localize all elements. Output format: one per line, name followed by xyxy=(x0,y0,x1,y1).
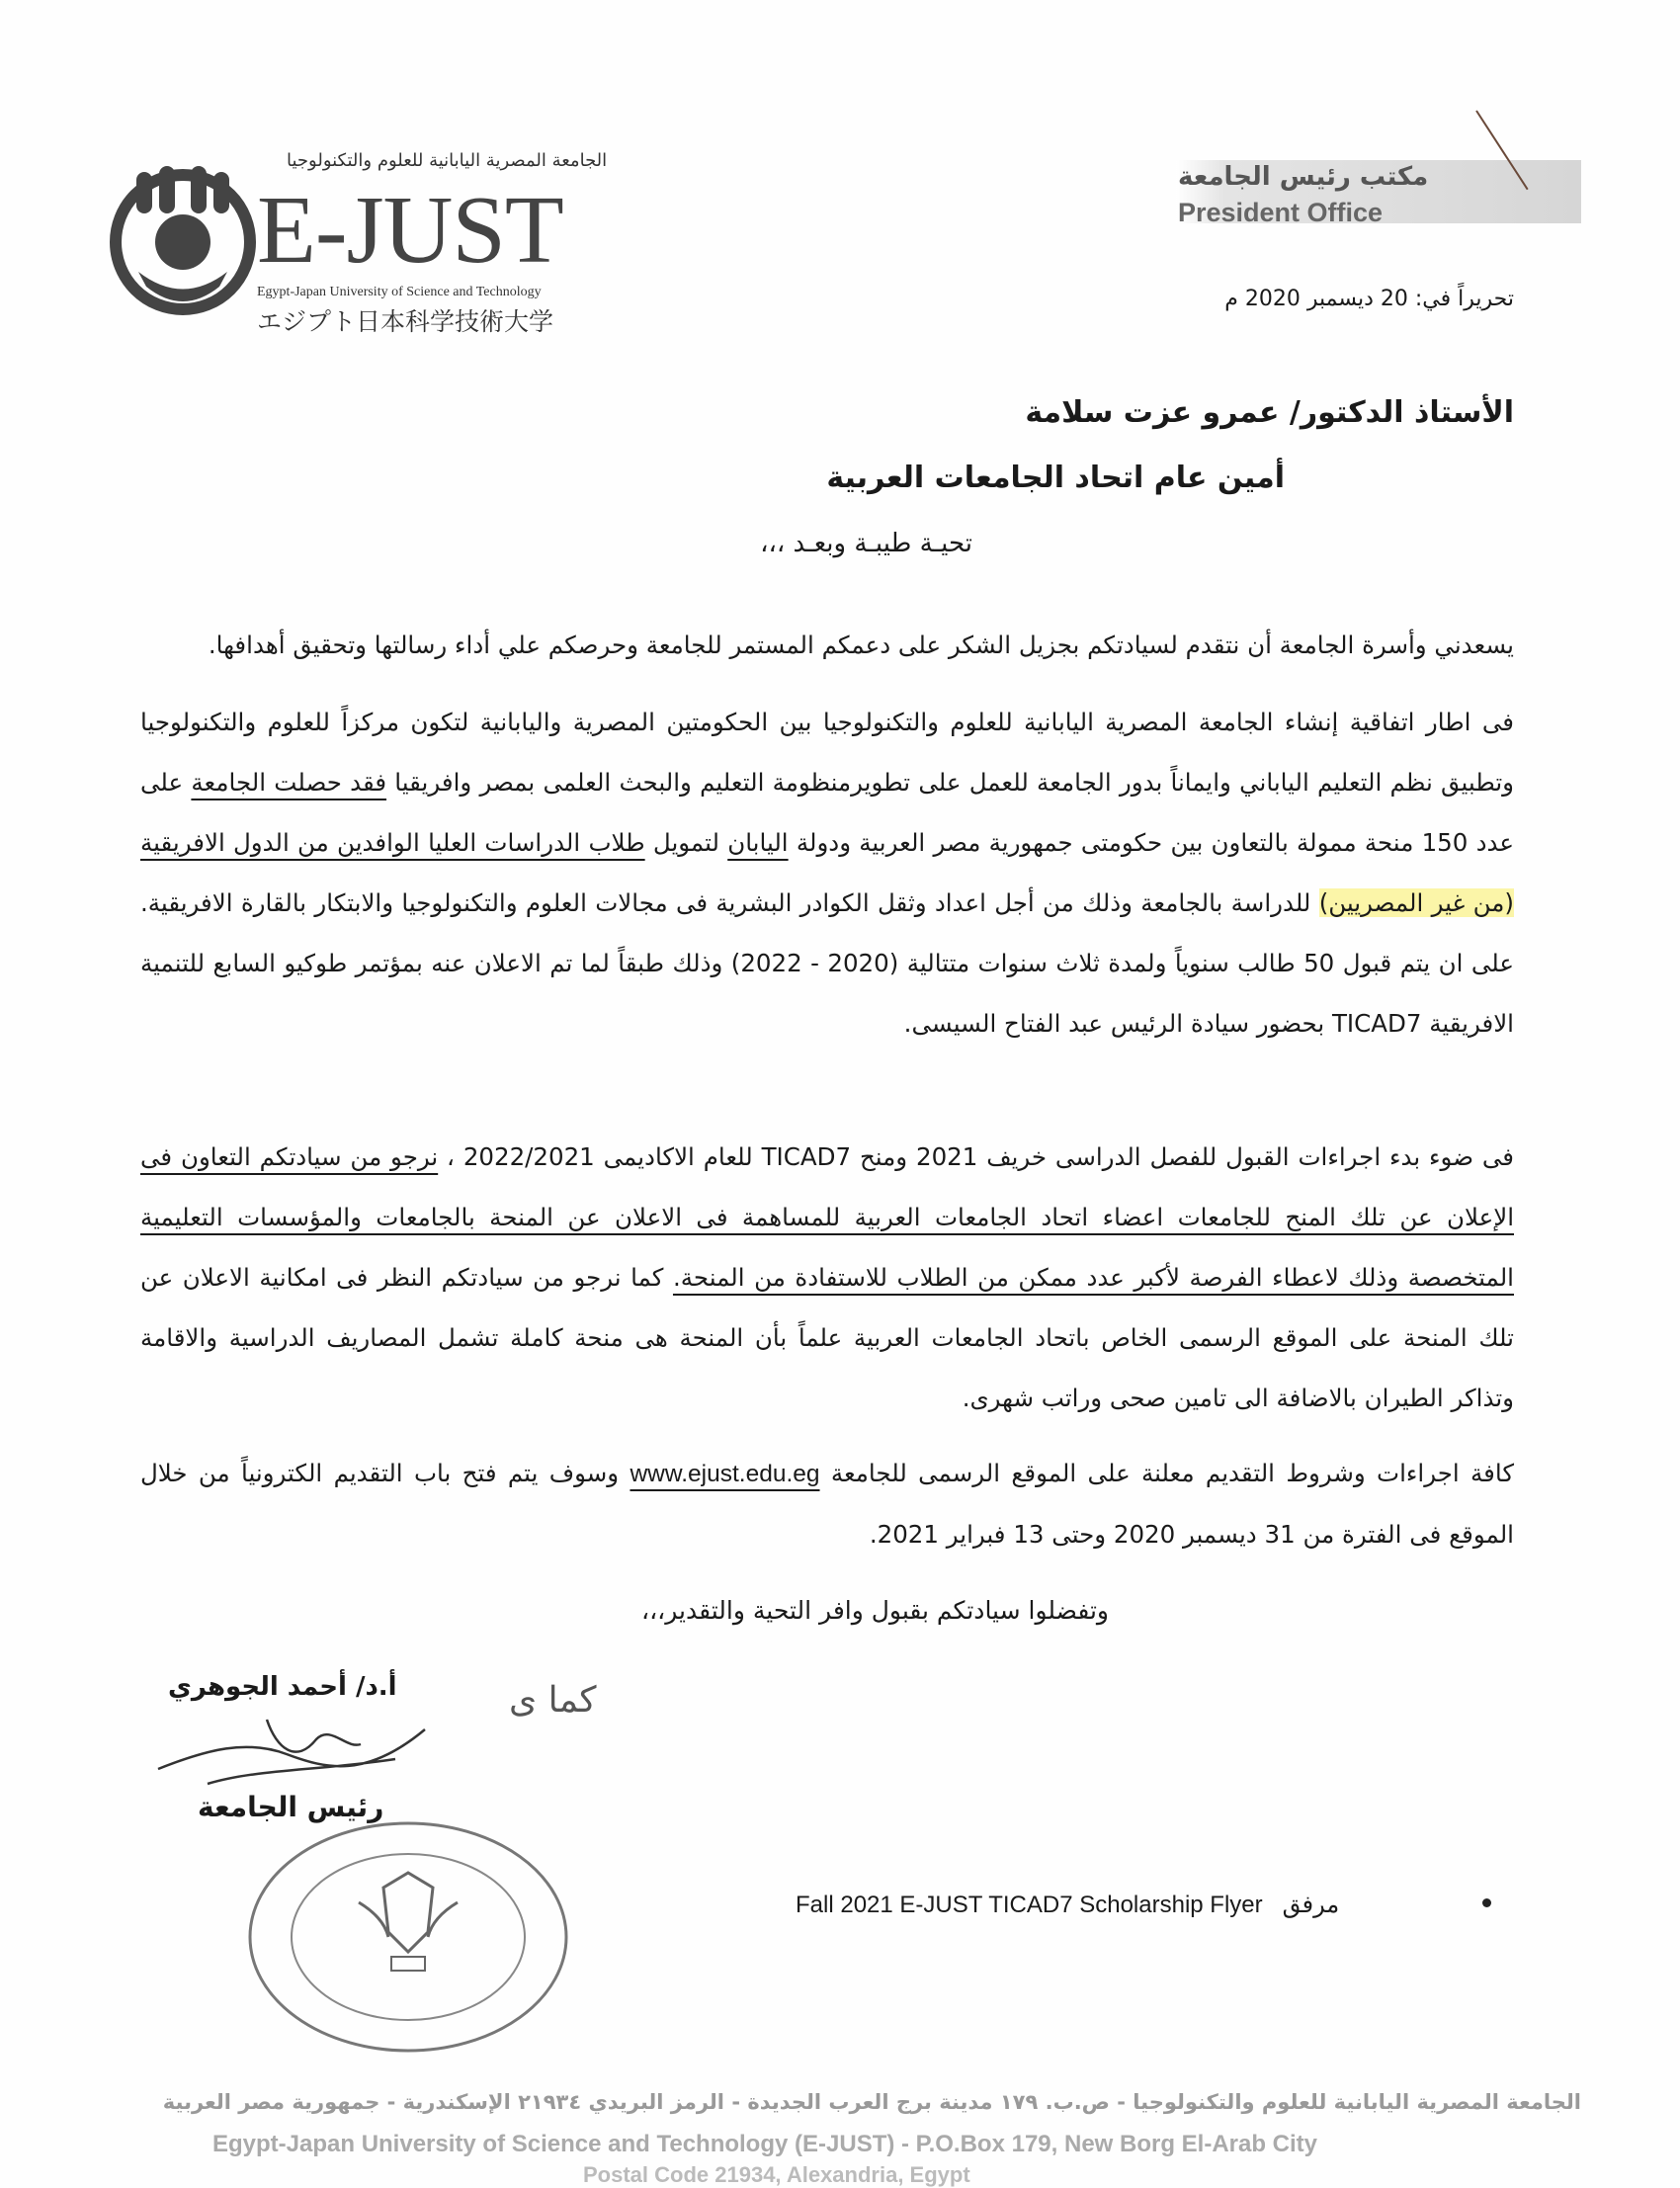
attachment-item: Fall 2021 E-JUST TICAD7 Scholarship Flyer xyxy=(796,1892,1263,1918)
underlined-text: اليابان xyxy=(727,828,789,857)
underlined-text: نرجو من سيادتكم التعاون فى الإعلان عن تلك المنح للجامعات اعضاء اتحاد الجامعات العربية للمساهمة فى الاعلان عن المنحة بالجامعات والمؤسسات التعليمية المتخصصة وذلك لاعطاء الفرصة لأكبر عدد ممكن من الطلاب للاستفادة من المنحة. xyxy=(140,1142,1514,1292)
text-segment: وسوف يتم فتح باب التقديم الكترونياً من خلال الموقع فى الفترة من 31 ديسمبر 2020 وحتى 13 فبراير 2021. xyxy=(140,1459,1514,1549)
addressee-title: أمين عام اتحاد الجامعات العربية xyxy=(826,461,1285,495)
footer-english-address: Egypt-Japan University of Science and Technology (E-JUST) - P.O.Box 179, New Borg El-Arab City xyxy=(212,2131,1318,2157)
closing-line: وتفضلوا سيادتكم بقبول وافر التحية والتقدير،،، xyxy=(641,1596,1109,1625)
highlighted-text: (من غير المصريين) xyxy=(1318,888,1514,917)
text-segment: فى اطار اتفاقية إنشاء الجامعة المصرية اليابانية للعلوم والتكنولوجيا بين الحكومتين المصرية واليابانية لتكون مركزاً للعلوم والتكنولوجيا وتطبيق نظم التعليم الياباني وايماناً بدور الجامعة للعمل على تطويرمنظومة التعليم والبحث العلمى بمصر وافريقيا xyxy=(140,708,1514,797)
paragraph-thanks: يسعدني وأسرة الجامعة أن نتقدم لسيادتكم بجزيل الشكر على دعمكم المستمر للجامعة وحرصكم علي أداء رسالتها وتحقيق أهدافها. xyxy=(208,631,1514,659)
logo-english-name: Egypt-Japan University of Science and Technology xyxy=(257,285,542,299)
underlined-text: طلاب الدراسات العليا الوافدين من الدول الافريقية xyxy=(140,828,645,857)
text-segment: للدراسة بالجامعة وذلك من أجل اعداد وثقل الكوادر البشرية فى مجالات العلوم والتكنولوجيا والابتكار بالقارة الافريقية. على ان يتم قبول 50 طالب سنوياً ولمدة ثلاث سنوات متتالية (2020 - 2022) وذلك طبقاً لما تم الاعلان عنه بمؤتمر طوكيو السابع للتنمية الافريقية TICAD7 بحضور سيادة الرئيس عبد الفتاح السيسى. xyxy=(140,888,1515,1038)
bullet-point xyxy=(1482,1898,1491,1907)
handwritten-initials: كما ى xyxy=(509,1680,597,1721)
logo-arabic-name: الجامعة المصرية اليابانية للعلوم والتكنولوجيا xyxy=(287,150,608,171)
underlined-text: فقد حصلت الجامعة xyxy=(191,768,387,797)
university-logo xyxy=(109,148,613,346)
letter-date: تحريراً في: 20 ديسمبر 2020 م xyxy=(1224,287,1514,311)
handwritten-signature xyxy=(148,1710,445,1799)
greeting: تحيـة طيبـة وبعـد ،،، xyxy=(760,529,972,558)
signatory-name: أ.د/ أحمد الجوهري xyxy=(168,1672,397,1702)
paragraph-scholarship xyxy=(140,692,1514,1053)
logo-japanese-name: エジプト日本科学技術大学 xyxy=(257,307,554,336)
paragraph-request xyxy=(140,1127,1514,1428)
website-link[interactable]: www.ejust.edu.eg xyxy=(630,1461,820,1487)
addressee-name: الأستاذ الدكتور/ عمرو عزت سلامة xyxy=(1025,395,1514,430)
office-english: President Office xyxy=(1178,198,1384,227)
text-segment: على عدد 150 منحة ممولة بالتعاون بين حكومتى جمهورية مصر العربية ودولة xyxy=(140,768,1514,857)
logo-wordmark: E-JUST xyxy=(257,177,563,284)
attachment-line xyxy=(796,1891,1339,1919)
paragraph-application xyxy=(140,1443,1514,1564)
attachment-label: مرفق xyxy=(1282,1892,1340,1918)
text-segment: فى ضوء بدء اجراءات القبول للفصل الدراسى خريف 2021 ومنح TICAD7 للعام الاكاديمى 2022/2021 ، xyxy=(438,1142,1514,1171)
office-arabic: مكتب رئيس الجامعة xyxy=(1178,162,1429,192)
official-seal-stamp xyxy=(245,1818,571,2056)
text-segment: لتمويل xyxy=(644,828,728,857)
text-segment: كما نرجو من سيادتكم النظر فى امكانية الاعلان عن تلك المنحة على الموقع الرسمى الخاص باتحاد الجامعات العربية علماً بأن المنحة هى منحة كاملة تشمل المصاريف الدراسية والاقامة وتذاكر الطيران بالاضافة الى تامين صحى وراتب شهرى. xyxy=(140,1263,1514,1412)
text-segment: كافة اجراءات وشروط التقديم معلنة على الموقع الرسمى للجامعة xyxy=(819,1459,1514,1487)
signatory-title: رئيس الجامعة xyxy=(198,1791,384,1823)
e-just-emblem-icon xyxy=(109,158,257,316)
footer-arabic-address: الجامعة المصرية اليابانية للعلوم والتكنولوجيا - ص.ب. ١٧٩ مدينة برج العرب الجديدة - الرمز البريدي ٢١٩٣٤ الإسكندرية - جمهورية مصر العربية xyxy=(162,2090,1581,2114)
footer-postal-code: Postal Code 21934, Alexandria, Egypt xyxy=(583,2162,970,2187)
